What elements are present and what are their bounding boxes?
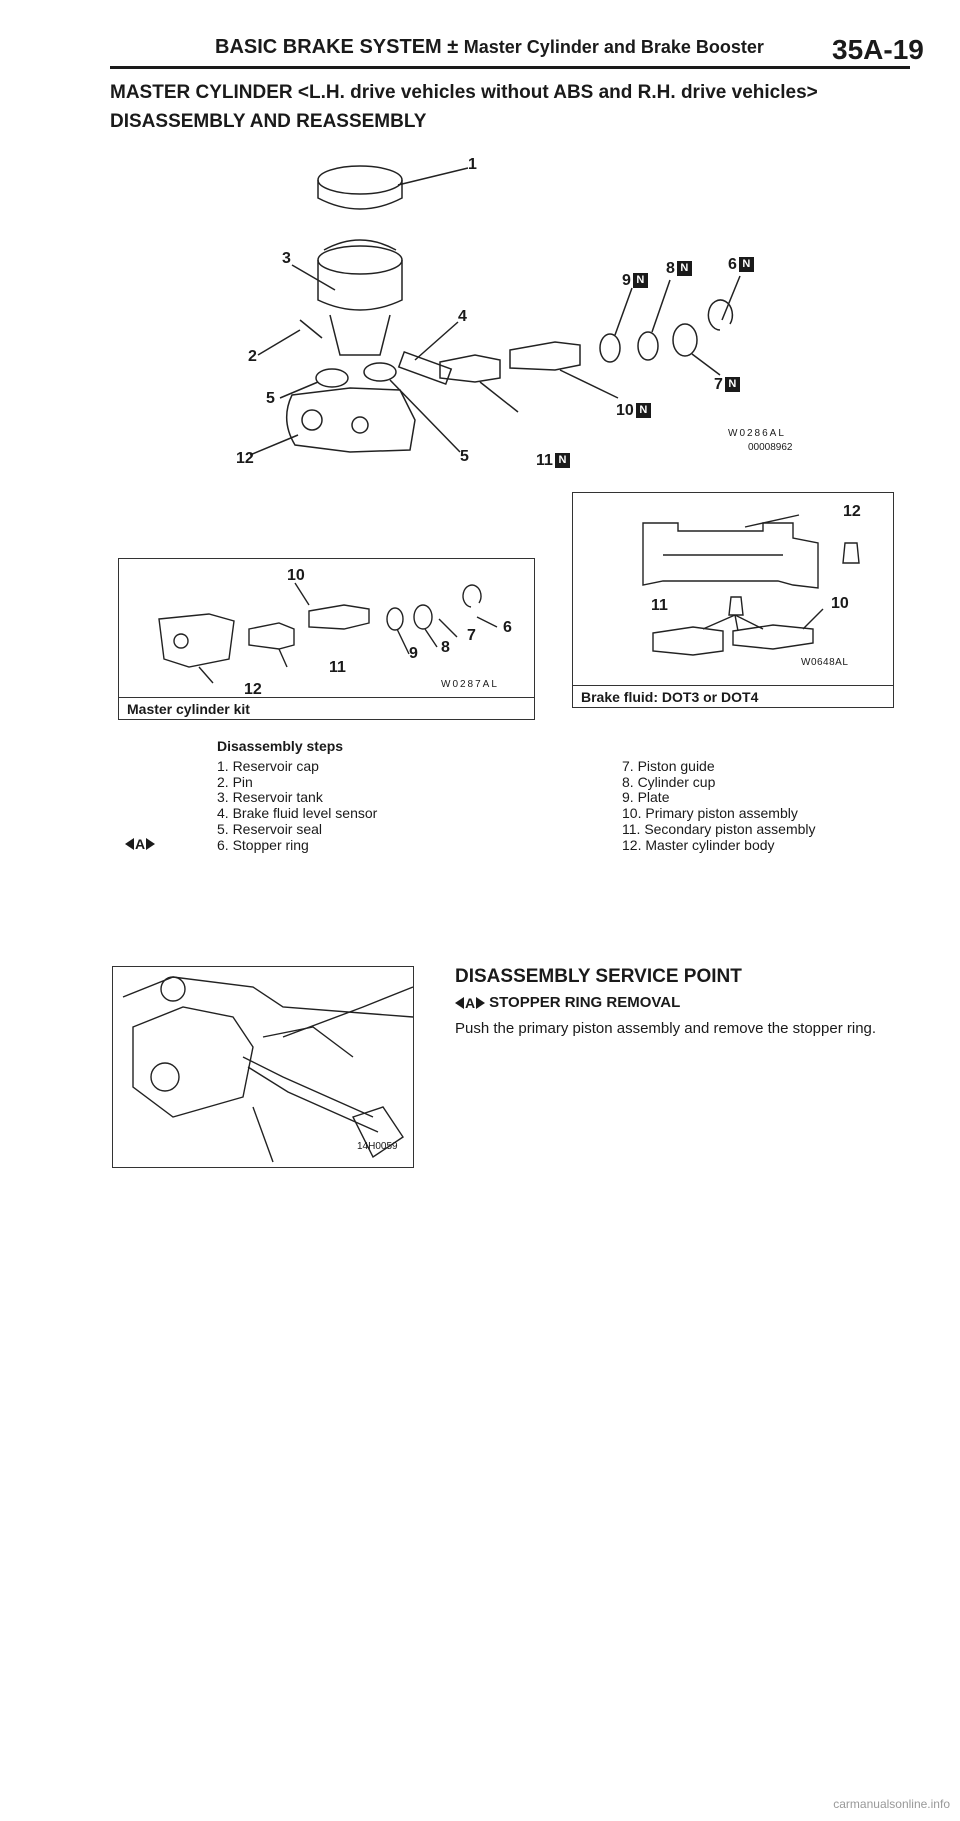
main-exploded-figure: [200, 150, 840, 480]
step-item: 8. Cylinder cup: [622, 773, 716, 790]
service-marker: [455, 995, 485, 1011]
header-title-main: BASIC BRAKE SYSTEM ±: [215, 36, 464, 58]
step-item: 3. Reservoir tank: [217, 789, 323, 806]
steps-title: Disassembly steps: [217, 738, 344, 754]
step-item: 12. Master cylinder body: [622, 836, 775, 853]
arrow-right-icon: [476, 997, 485, 1009]
section-title: MASTER CYLINDER <L.H. drive vehicles without ABS and R.H. drive vehicles>: [110, 82, 818, 103]
main-callout-7-text: 7: [714, 376, 723, 393]
main-callout-12: 12: [236, 450, 254, 467]
arrow-left-icon: [125, 838, 134, 850]
main-callout-10: [616, 402, 651, 420]
main-callout-2: 2: [248, 348, 257, 365]
new-part-icon: N: [636, 403, 651, 418]
service-marker-a: [125, 836, 155, 852]
main-callout-9: [622, 272, 648, 290]
main-callout-6: [728, 256, 754, 274]
step-item: 6. Stopper ring: [217, 836, 309, 853]
new-part-icon: N: [633, 273, 648, 288]
main-callout-7: [714, 376, 740, 394]
main-callout-11-text: 11: [536, 452, 553, 469]
arrow-right-icon: [146, 838, 155, 850]
fluid-callout-10: 10: [831, 595, 849, 612]
kit-callout-12: 12: [244, 681, 262, 698]
kit-callout-9: 9: [409, 645, 418, 662]
kit-callout-7: 7: [467, 627, 476, 644]
step-item: 7. Piston guide: [622, 758, 715, 774]
new-part-icon: N: [555, 453, 570, 468]
new-part-icon: N: [677, 261, 692, 276]
fluid-figure: [572, 492, 894, 708]
fluid-callout-12: 12: [843, 503, 861, 520]
fluid-callout-11: 11: [651, 597, 668, 614]
header-title: [215, 36, 764, 59]
watermark: carmanualsonline.info: [833, 1797, 950, 1811]
kit-callout-8: 8: [441, 639, 450, 656]
step-item: 4. Brake fluid level sensor: [217, 805, 378, 822]
page-number: 35A-19: [832, 34, 924, 65]
main-callout-8-text: 8: [666, 260, 675, 277]
main-callout-4: 4: [458, 308, 467, 325]
main-callout-3: 3: [282, 250, 291, 267]
fluid-figure-code: W0648AL: [801, 657, 849, 668]
main-callout-6-text: 6: [728, 256, 737, 273]
new-part-icon: N: [739, 257, 754, 272]
step-item: 11. Secondary piston assembly: [622, 820, 816, 837]
kit-figure-code: W0287AL: [441, 679, 499, 690]
kit-callout-6: 6: [503, 619, 512, 636]
kit-caption: Master cylinder kit: [119, 697, 534, 719]
main-callout-8: [666, 260, 692, 278]
fluid-drawing: [573, 493, 893, 683]
header-rule: [110, 66, 910, 69]
steps-left-list: [217, 759, 377, 853]
kit-figure: [118, 558, 535, 720]
section-subtitle: DISASSEMBLY AND REASSEMBLY: [110, 111, 427, 132]
service-figure: [112, 966, 414, 1168]
step-item: 1. Reservoir cap: [217, 758, 319, 774]
main-callout-5: 5: [266, 390, 275, 407]
header-title-sub: Master Cylinder and Brake Booster: [463, 37, 764, 57]
service-drawing: [113, 967, 413, 1167]
service-title: DISASSEMBLY SERVICE POINT: [455, 966, 742, 987]
main-figure-code: W0286AL: [728, 428, 786, 439]
step-item: 10. Primary piston assembly: [622, 805, 798, 822]
kit-callout-10: 10: [287, 567, 305, 584]
step-item: 9. Plate: [622, 789, 670, 806]
arrow-left-icon: [455, 997, 464, 1009]
marker-letter: A: [135, 836, 146, 852]
kit-callout-11: 11: [329, 659, 346, 676]
step-item: 2. Pin: [217, 773, 253, 790]
main-figure-subcode: 00008962: [748, 442, 793, 453]
fluid-caption: Brake fluid: DOT3 or DOT4: [573, 685, 893, 707]
main-callout-1: 1: [468, 156, 477, 173]
service-subtitle: STOPPER RING REMOVAL: [489, 994, 681, 1011]
new-part-icon: N: [725, 377, 740, 392]
main-callout-5b: 5: [460, 448, 469, 465]
marker-letter: A: [465, 994, 476, 1011]
step-item: 5. Reservoir seal: [217, 820, 323, 837]
main-callout-9-text: 9: [622, 272, 631, 289]
service-figure-code: 14H0059: [357, 1141, 398, 1152]
service-instruction: Push the primary piston assembly and remove the stopper ring.: [455, 1020, 877, 1037]
service-subtitle-row: [455, 994, 680, 1011]
steps-right-list: [622, 759, 816, 853]
main-callout-10-text: 10: [616, 402, 634, 419]
main-callout-11: [536, 452, 570, 470]
